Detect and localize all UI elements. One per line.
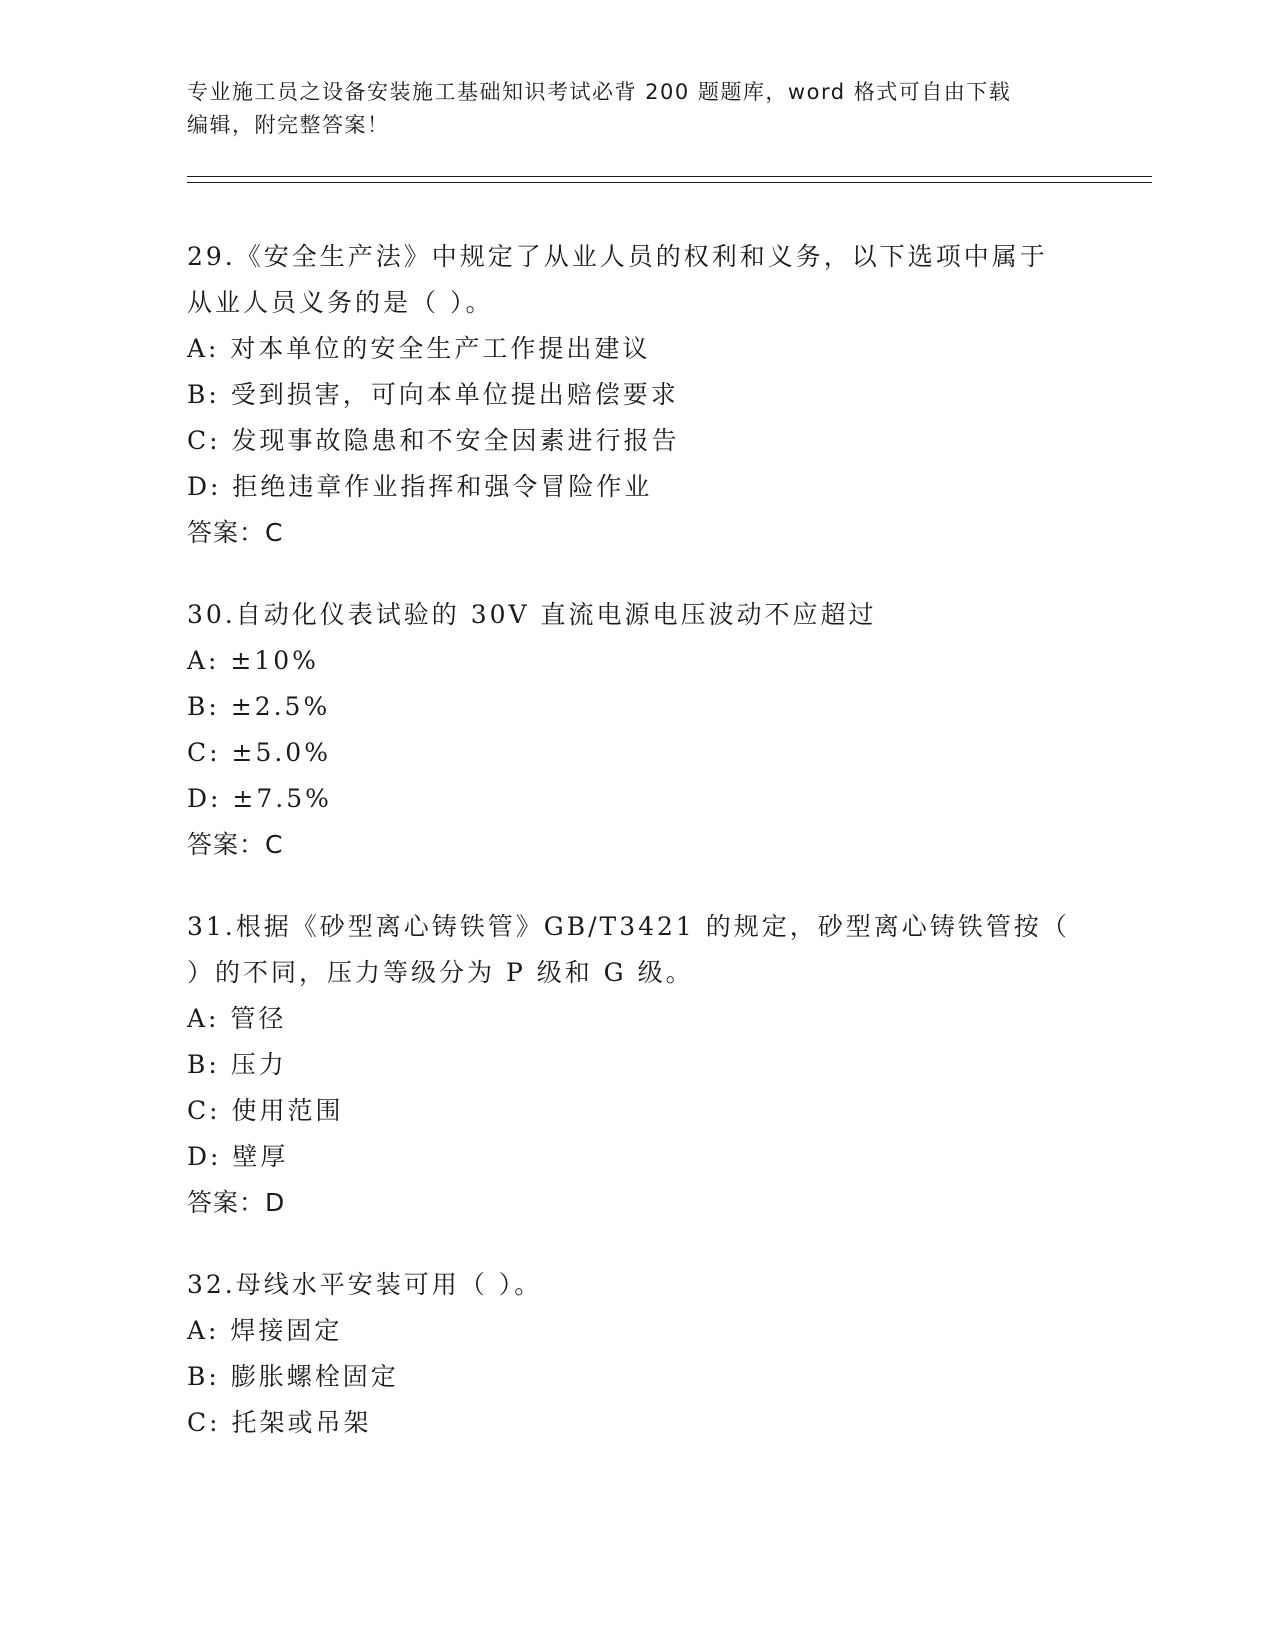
option-c: C: 发现事故隐患和不安全因素进行报告 xyxy=(187,426,680,455)
document-header xyxy=(187,76,1067,142)
header-divider-top xyxy=(187,176,1152,177)
option-c: C: ±5.0% xyxy=(187,738,331,767)
question-29 xyxy=(187,234,1087,556)
option-a: A: ±10% xyxy=(187,646,319,675)
header-divider-bottom xyxy=(187,182,1152,183)
question-text-line: 32.母线水平安装可用（ ）。 xyxy=(187,1270,543,1299)
option-a: A: 管径 xyxy=(187,1004,287,1033)
option-b: B: ±2.5% xyxy=(187,692,331,721)
option-c: C: 托架或吊架 xyxy=(187,1408,372,1437)
question-32 xyxy=(187,1262,1087,1446)
question-text-line: 29.《安全生产法》中规定了从业人员的权利和义务，以下选项中属于 xyxy=(187,242,1048,271)
answer-label: 答案：D xyxy=(187,1188,286,1217)
question-text-line: 30.自动化仪表试验的 30V 直流电源电压波动不应超过 xyxy=(187,600,877,629)
option-a: A: 焊接固定 xyxy=(187,1316,343,1345)
option-b: B: 压力 xyxy=(187,1050,287,1079)
question-text xyxy=(187,1262,1087,1308)
option-c: C: 使用范围 xyxy=(187,1096,344,1125)
option-d: D: 拒绝违章作业指挥和强令冒险作业 xyxy=(187,472,653,501)
question-list xyxy=(187,234,1087,1482)
option-a: A: 对本单位的安全生产工作提出建议 xyxy=(187,334,651,363)
question-31 xyxy=(187,904,1087,1226)
answer-label: 答案：C xyxy=(187,518,284,547)
option-b: B: 受到损害，可向本单位提出赔偿要求 xyxy=(187,380,679,409)
question-text-line: 31.根据《砂型离心铸铁管》GB/T3421 的规定，砂型离心铸铁管按（ xyxy=(187,912,1070,941)
question-text xyxy=(187,234,1087,326)
question-30 xyxy=(187,592,1087,868)
option-b: B: 膨胀螺栓固定 xyxy=(187,1362,399,1391)
header-line-1: 专业施工员之设备安装施工基础知识考试必背 200 题题库，word 格式可自由下载 xyxy=(187,80,1012,104)
header-line-2: 编辑，附完整答案！ xyxy=(187,113,390,137)
question-text xyxy=(187,592,1087,638)
question-text xyxy=(187,904,1087,996)
option-d: D: 壁厚 xyxy=(187,1142,289,1171)
question-text-line: 从业人员义务的是（ ）。 xyxy=(187,288,494,317)
question-text-line: ）的不同，压力等级分为 P 级和 G 级。 xyxy=(187,958,694,987)
answer-label: 答案：C xyxy=(187,830,284,859)
option-d: D: ±7.5% xyxy=(187,784,332,813)
